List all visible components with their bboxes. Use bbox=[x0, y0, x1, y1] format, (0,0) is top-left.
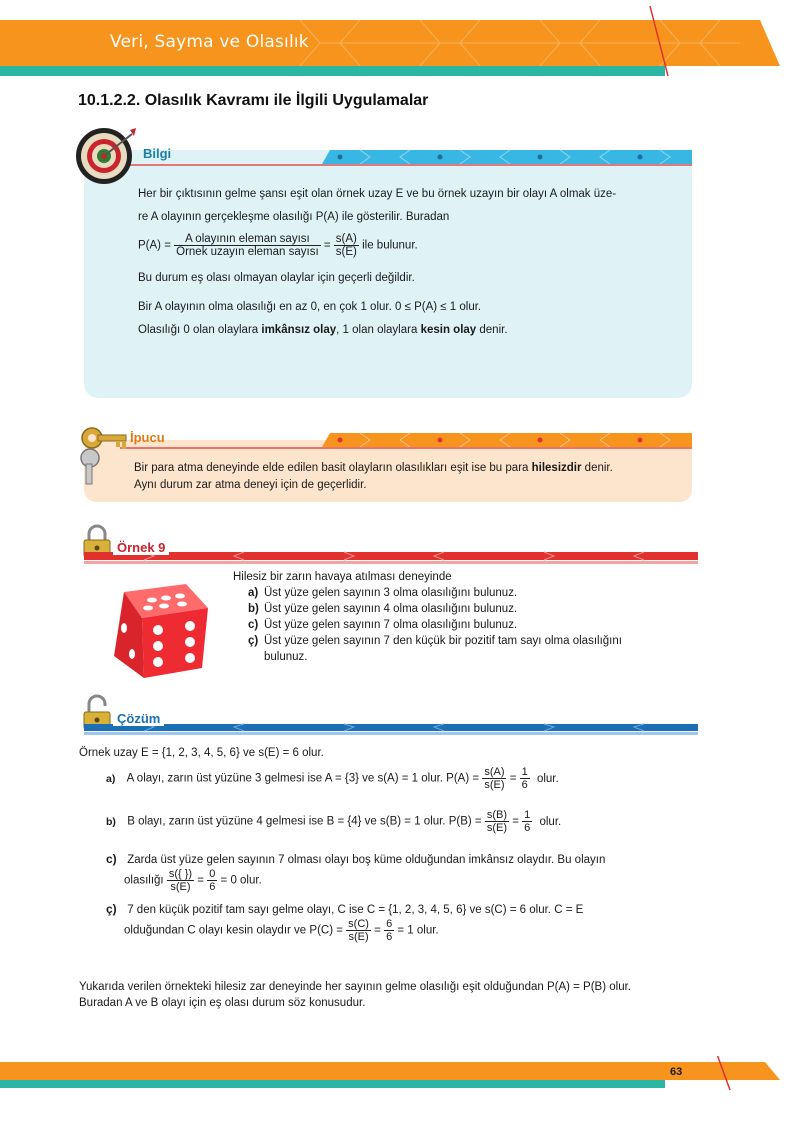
formula-numerator-2: s(A) bbox=[335, 233, 357, 245]
frac-num: s({ }) bbox=[168, 868, 193, 880]
cozum-c-fraction-2 bbox=[207, 868, 217, 893]
bilgi-line5-c: , 1 olan olaylara bbox=[336, 324, 421, 336]
frac-eq: = bbox=[374, 924, 381, 937]
cozum-c-text2: olasılığı bbox=[124, 874, 164, 887]
cozum-d-key: ç) bbox=[106, 902, 117, 916]
cozum-c-tail: = 0 olur. bbox=[220, 874, 262, 887]
formula-numerator: A olayının eleman sayısı bbox=[174, 233, 321, 246]
ipucu-line2: Aynı durum zar atma deneyi için de geçerlidir. bbox=[134, 479, 367, 491]
frac-den: s(E) bbox=[348, 931, 369, 943]
ornek-item-d bbox=[248, 634, 622, 648]
formula-lhs: P(A) = bbox=[138, 239, 171, 252]
formula-denominator-2: s(E) bbox=[335, 246, 357, 258]
bilgi-ribbon bbox=[130, 148, 692, 166]
formula-equals: = bbox=[323, 239, 331, 252]
bilgi-label: Bilgi bbox=[143, 146, 172, 161]
ornek-intro: Hilesiz bir zarın havaya atılması deneyinde bbox=[233, 571, 452, 583]
cozum-b-tail: olur. bbox=[539, 815, 562, 828]
item-key: c) bbox=[248, 619, 259, 631]
cozum-c-fraction bbox=[167, 868, 194, 893]
cozum-ribbon bbox=[84, 722, 698, 736]
cozum-c-text1: Zarda üst yüze gelen sayının 7 olması olayı boş küme olduğundan imkânsız olaydır. Bu olayın bbox=[127, 854, 606, 866]
term-imkansiz-olay: imkânsız olay bbox=[261, 324, 337, 336]
bilgi-line3: Bu durum eş olası olmayan olaylar için geçerli değildir. bbox=[138, 272, 415, 284]
cozum-d-line2 bbox=[124, 918, 439, 943]
item-text: Üst yüze gelen sayının 7 den küçük bir pozitif tam sayı olma olasılığını bbox=[264, 635, 622, 647]
formula-denominator: Örnek uzayın eleman sayısı bbox=[176, 246, 319, 258]
item-key: b) bbox=[248, 603, 259, 615]
cozum-d-text2: olduğundan C olayı kesin olaydır ve P(C) = bbox=[124, 924, 343, 937]
item-text: Üst yüze gelen sayının 7 olma olasılığını bulunuz. bbox=[264, 619, 518, 631]
bilgi-line4: Bir A olayının olma olasılığı en az 0, en çok 1 olur. 0 ≤ P(A) ≤ 1 olur. bbox=[138, 301, 482, 313]
cozum-d-tail: = 1 olur. bbox=[397, 924, 439, 937]
frac-num: 6 bbox=[386, 918, 393, 930]
page-number: 63 bbox=[670, 1066, 683, 1078]
cozum-label: Çözüm bbox=[113, 711, 164, 726]
ipucu-label: İpucu bbox=[130, 430, 165, 445]
frac-eq: = bbox=[509, 772, 517, 785]
cozum-a-text: A olayı, zarın üst yüzüne 3 gelmesi ise A = {3} ve s(A) = 1 olur. P(A) = bbox=[126, 772, 480, 785]
frac-num: s(C) bbox=[348, 918, 369, 930]
summary-line2: Buradan A ve B olayı için eş olası durum söz konusudur. bbox=[79, 997, 366, 1009]
frac-den: s(E) bbox=[484, 779, 505, 791]
ornek-item-c bbox=[248, 618, 517, 632]
frac-den: s(E) bbox=[486, 822, 508, 834]
cozum-a-fraction bbox=[482, 766, 506, 791]
formula-fraction-2 bbox=[334, 233, 359, 258]
ornek-item-d-cont: bulunuz. bbox=[264, 651, 308, 663]
frac-den: 6 bbox=[521, 779, 528, 791]
formula-fraction bbox=[174, 233, 321, 258]
frac-num: 1 bbox=[524, 809, 531, 821]
cozum-d-fraction-2 bbox=[384, 918, 394, 943]
frac-eq: = bbox=[197, 874, 204, 887]
ipucu-ribbon bbox=[120, 431, 692, 449]
frac-eq: = bbox=[512, 815, 519, 828]
summary-line1: Yukarıda verilen örnekteki hilesiz zar deneyinde her sayının gelme olasılığı eşit olduğundan P(A) = P(B) olur. bbox=[79, 981, 631, 993]
ipucu-line1-a: Bir para atma deneyinde elde edilen basit olayların olasılıkları eşit ise bu para bbox=[134, 462, 532, 474]
dartboard-icon bbox=[74, 124, 136, 186]
frac-den: 6 bbox=[386, 931, 393, 943]
frac-num: s(B) bbox=[486, 809, 508, 821]
bilgi-line5 bbox=[138, 323, 508, 337]
cozum-d-line1 bbox=[106, 902, 583, 917]
section-title: 10.1.2.2. Olasılık Kavramı ile İlgili Uygulamalar bbox=[78, 92, 429, 109]
bilgi-line2: re A olayının gerçekleşme olasılığı P(A) ile gösterilir. Buradan bbox=[138, 211, 450, 223]
ornek-item-b bbox=[248, 602, 517, 616]
frac-den: 6 bbox=[524, 822, 531, 834]
item-text: Üst yüze gelen sayının 3 olma olasılığını bulunuz. bbox=[264, 587, 518, 599]
frac-den: s(E) bbox=[170, 881, 191, 893]
frac-den: 6 bbox=[209, 881, 216, 893]
frac-num: 0 bbox=[209, 868, 216, 880]
cozum-a-key: a) bbox=[106, 772, 116, 785]
bilgi-line5-e: denir. bbox=[476, 324, 508, 336]
cozum-b bbox=[106, 809, 561, 834]
bilgi-formula bbox=[138, 233, 418, 258]
cozum-b-fraction bbox=[485, 809, 509, 834]
header-title: Veri, Sayma ve Olasılık bbox=[110, 32, 309, 52]
cozum-b-text: B olayı, zarın üst yüzüne 4 gelmesi ise B = {4} ve s(B) = 1 olur. P(B) = bbox=[127, 815, 482, 828]
frac-num: 1 bbox=[521, 766, 528, 778]
cozum-a-tail: olur. bbox=[536, 772, 559, 785]
term-kesin-olay: kesin olay bbox=[420, 324, 477, 336]
frac-num: s(A) bbox=[484, 766, 505, 778]
dice-image bbox=[102, 578, 212, 682]
term-hilesizdir: hilesizdir bbox=[531, 462, 582, 474]
item-text: Üst yüze gelen sayının 4 olma olasılığını bulunuz. bbox=[264, 603, 518, 615]
ornek-ribbon bbox=[84, 550, 698, 566]
item-key: a) bbox=[248, 587, 259, 599]
cozum-c-line1 bbox=[106, 852, 605, 867]
cozum-b-fraction-2 bbox=[522, 809, 532, 834]
cozum-a bbox=[106, 766, 559, 791]
cozum-d-text1: 7 den küçük pozitif tam sayı gelme olayı, C ise C = {1, 2, 3, 4, 5, 6} ve s(C) = 6 olur. C = E bbox=[127, 904, 584, 916]
ipucu-line1 bbox=[134, 461, 613, 475]
cozum-c-line2 bbox=[124, 868, 262, 893]
bilgi-line1: Her bir çıktısının gelme şansı eşit olan örnek uzay E ve bu örnek uzayın bir olayı A olmak üze- bbox=[138, 188, 617, 200]
ipucu-line1-c: denir. bbox=[581, 462, 613, 474]
keys-icon bbox=[76, 424, 130, 486]
cozum-a-fraction-2 bbox=[520, 766, 530, 791]
cozum-b-key: b) bbox=[106, 815, 116, 828]
bilgi-line5-a: Olasılığı 0 olan olaylara bbox=[138, 324, 262, 336]
ornek-label: Örnek 9 bbox=[113, 540, 169, 555]
cozum-c-key: c) bbox=[106, 852, 117, 866]
cozum-d-fraction bbox=[346, 918, 371, 943]
formula-tail: ile bulunur. bbox=[362, 239, 418, 252]
cozum-intro: Örnek uzay E = {1, 2, 3, 4, 5, 6} ve s(E) = 6 olur. bbox=[79, 747, 324, 759]
ornek-item-a bbox=[248, 586, 517, 600]
item-key: ç) bbox=[248, 635, 259, 647]
